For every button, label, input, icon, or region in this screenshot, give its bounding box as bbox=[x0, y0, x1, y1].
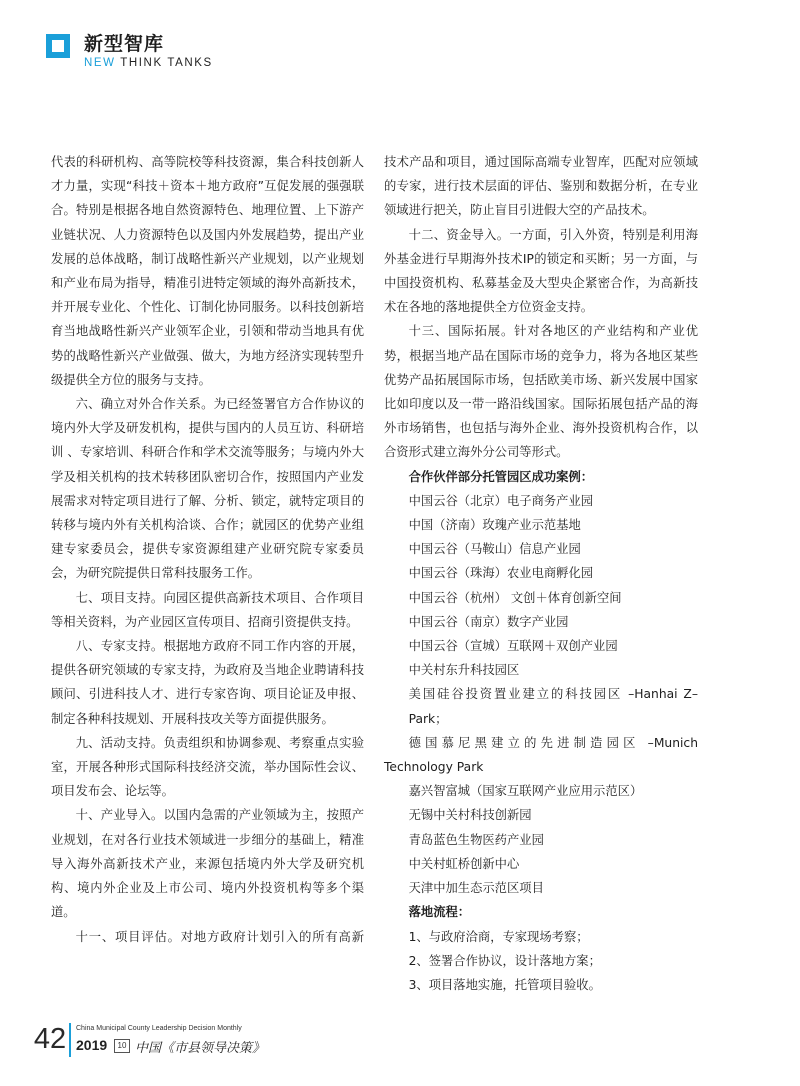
case-item: 中关村虹桥创新中心 bbox=[408, 856, 520, 871]
process-heading: 落地流程： bbox=[408, 905, 471, 920]
magazine-name-cn: 中国《市县领导决策》 bbox=[135, 1041, 266, 1056]
process-step: 2、签署合作协议，设计落地方案； bbox=[408, 953, 601, 968]
paragraph-item-10: 十、产业导入。以国内急需的产业领域为主，按照产业规划，在对各行业技术领域进一步细分的基础上，精准导入海外高新技术产业，来源包括境内外大学及研究机构、境内外企业及上市公司、境内外投资机构等多个渠道。 bbox=[51, 808, 364, 920]
case-item: 中关村东升科技园区 bbox=[408, 663, 520, 678]
cases-heading: 合作伙伴部分托管园区成功案例： bbox=[408, 469, 594, 484]
right-column bbox=[384, 150, 698, 997]
process-step: 3、项目落地实施，托管项目验收。 bbox=[408, 977, 601, 992]
paragraph-item-9: 九、活动支持。负责组织和协调参观、考察重点实验室，开展各种形式国际科技经济交流，举办国际性会议、项目发布会、论坛等。 bbox=[51, 735, 364, 799]
paragraph-continuation: 技术产品和项目，通过国际高端专业智库，匹配对应领域的专家，进行技术层面的评估、鉴别和数据分析，在专业领域进行把关，防止盲目引进假大空的产品技术。 bbox=[384, 155, 698, 218]
case-item: 嘉兴智富城（国家互联网产业应用示范区） bbox=[408, 784, 643, 799]
issue-number: 10 bbox=[114, 1039, 130, 1053]
case-item: 青岛蓝色生物医药产业园 bbox=[408, 832, 544, 847]
paragraph-item-8: 八、专家支持。根据地方政府不同工作内容的开展，提供各研究领域的专家支持，为政府及当地企业聘请科技顾问、引进科技人才、进行专家咨询、项目论证及申报、制定各种科技规划、开展科技攻关等方面提供服务。 bbox=[51, 639, 364, 726]
left-column bbox=[51, 150, 364, 949]
magazine-name-en: China Municipal County Leadership Decision Monthly bbox=[76, 1025, 242, 1032]
issue-year: 2019 bbox=[76, 1037, 108, 1053]
paragraph-item-13: 十三、国际拓展。针对各地区的产业结构和产业优势，根据当地产品在国际市场的竞争力，将为各地区某些优势产品拓展国际市场，包括欧美市场、新兴发展中国家比如印度以及一带一路沿线国家。国际拓展包括产品的海外市场销售，也包括与海外企业、海外投资机构合作，以合资形式建立海外分公司等形式。 bbox=[384, 324, 698, 460]
case-item: 德国慕尼黑建立的先进制造园区 –Munich Technology Park bbox=[384, 735, 698, 775]
case-item: 中国（济南）玫瑰产业示范基地 bbox=[408, 518, 581, 533]
case-item: 天津中加生态示范区项目 bbox=[408, 881, 544, 896]
footer-divider bbox=[69, 1023, 71, 1057]
case-item: 中国云谷（南京）数字产业园 bbox=[408, 614, 569, 629]
case-item: 中国云谷（北京）电子商务产业园 bbox=[408, 493, 594, 508]
paragraph-item-12: 十二、资金导入。一方面，引入外资，特别是利用海外基金进行早期海外技术IP的锁定和买断；另一方面，与中国投资机构、私募基金及大型央企紧密合作，为高新技术在各地的落地提供全方位资金支持。 bbox=[384, 227, 698, 315]
section-title-cn: 新型智库 bbox=[84, 33, 165, 55]
page-footer bbox=[32, 1021, 332, 1065]
paragraph-item-7: 七、项目支持。向园区提供高新技术项目、合作项目等相关资料，为产业园区宣传项目、招商引资提供支持。 bbox=[51, 590, 364, 629]
process-step: 1、与政府洽商，专家现场考察； bbox=[408, 929, 589, 944]
paragraph-continuation: 代表的科研机构、高等院校等科技资源，集合科技创新人才力量，实现“科技＋资本＋地方政府”互促发展的强强联合。特别是根据各地自然资源特色、地理位置、上下游产业链状况、人力资源特色以及国内外发展趋势，提出产业发展的总体战略，制订战略性新兴产业规划，以产业规划和产业布局为指导，精准引进特定领域的海外高新技术，并开展专业化、个性化、订制化协同服务。以科技创新培育当地战略性新兴产业领军企业，引领和带动当地具有优势的战略性新兴产业做强、做大，为地方经济实现转型升级提供全方位的服务与支持。 bbox=[51, 155, 364, 387]
case-item: 中国云谷（杭州） 文创＋体育创新空间 bbox=[408, 590, 622, 605]
case-item: 中国云谷（马鞍山）信息产业园 bbox=[408, 542, 581, 557]
paragraph-item-6: 六、确立对外合作关系。为已经签署官方合作协议的境内外大学及研发机构，提供与国内的人员互访、科研培训 、专家培训、科研合作和学术交流等服务；与境内外大学及相关机构的技术转移团队密切合作，按照国内产业发展需求对特定项目进行了解、分析、锁定，就特定项目的转移与境内外有关机构洽谈、合作；就园区的优势产业组建专家委员会，提供专家资源组建产业研究院专家委员会，为研究院提供日常科技服务工作。 bbox=[51, 397, 364, 581]
case-item: 中国云谷（珠海）农业电商孵化园 bbox=[408, 566, 594, 581]
case-item: 中国云谷（宣城）互联网＋双创产业园 bbox=[408, 639, 618, 654]
page-number: 42 bbox=[33, 1023, 67, 1055]
section-title-en bbox=[84, 57, 213, 69]
section-title-en-rest: THINK TANKS bbox=[115, 57, 213, 69]
section-title-en-highlight: NEW bbox=[84, 57, 116, 69]
case-item: 美国硅谷投资置业建立的科技园区 –Hanhai Z–Park； bbox=[408, 687, 698, 726]
paragraph-item-11: 十一、项目评估。对地方政府计划引入的所有高新 bbox=[75, 929, 364, 944]
case-item: 无锡中关村科技创新园 bbox=[408, 808, 532, 823]
section-logo-icon bbox=[46, 34, 70, 58]
